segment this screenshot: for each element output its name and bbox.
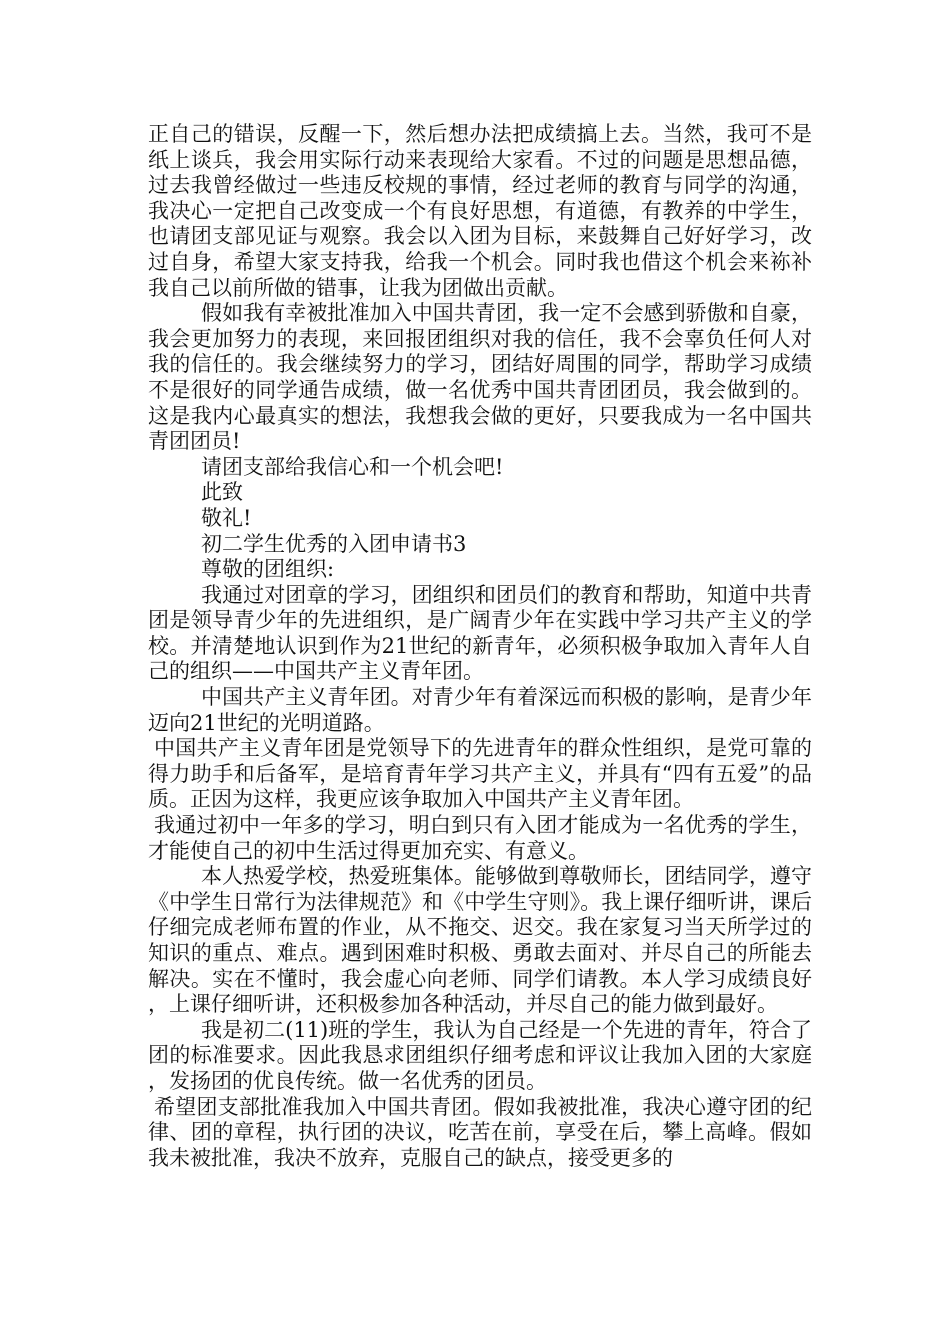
paragraph-10: 中国共产主义青年团是党领导下的先进青年的群众性组织，是党可靠的得力助手和后备军，是培育青年学习共产主义，并具有“四有五爱”的品质。正因为这样，我更应该争取加入中国共产主义青年团。 xyxy=(148,736,812,812)
closing-respect: 敬礼! xyxy=(201,505,252,530)
paragraph-2: 假如我有幸被批准加入中国共青团，我一定不会感到骄傲和自豪，我会更加努力的表现，来回报团组织对我的信任，我不会辜负任何人对我的信任的。我会继续努力的学习，团结好周围的同学，帮助学习成绩不是很好的同学通告成绩，做一名优秀中国共青团团员，我会做到的。这是我内心最真实的想法，我想我会做的更好，只要我成为一名中国共青团团员! xyxy=(148,301,812,454)
paragraph-11: 我通过初中一年多的学习，明白到只有入团才能成为一名优秀的学生，才能使自己的初中生活过得更加充实、有意义。 xyxy=(148,813,812,863)
paragraph-3: 请团支部给我信心和一个机会吧! xyxy=(201,454,504,479)
paragraph-13: 我是初二(11)班的学生，我认为自己经是一个先进的青年，符合了团的标准要求。因此我恳求团组织仔细考虑和评议让我加入团的大家庭，发扬团的优良传统。做一名优秀的团员。 xyxy=(148,1017,812,1093)
paragraph-12: 本人热爱学校，热爱班集体。能够做到尊敬师长，团结同学，遵守《中学生日常行为法律规范》和《中学生守则》。我上课仔细听讲，课后仔细完成老师布置的作业，从不拖交、迟交。我在家复习当天所学过的知识的重点、难点。遇到困难时积极、勇敢去面对、并尽自己的所能去解决。实在不懂时，我会虚心向老师、同学们请教。本人学习成绩良好，上课仔细听讲，还积极参加各种活动，并尽自己的能力做到最好。 xyxy=(148,864,812,1017)
section-title: 初二学生优秀的入团申请书3 xyxy=(201,531,467,556)
paragraph-1: 正自己的错误，反醒一下，然后想办法把成绩搞上去。当然，我可不是纸上谈兵，我会用实际行动来表现给大家看。不过的问题是思想品德，过去我曾经做过一些违反校规的事情，经过老师的教育与同学的沟通，我决心一定把自己改变成一个有良好思想，有道德，有教养的中学生，也请团支部见证与观察。我会以入团为目标，来鼓舞自己好好学习，改过自身，希望大家支持我，给我一个机会。同时我也借这个机会来袮补我自己以前所做的错事，让我为团做出贡献。 xyxy=(148,122,812,300)
paragraph-8: 我通过对团章的学习，团组织和团员们的教育和帮助，知道中共青团是领导青少年的先进组织，是广阔青少年在实践中学习共产主义的学校。并清楚地认识到作为21世纪的新青年，必须积极争取加入青年人自己的组织——中国共产主义青年团。 xyxy=(148,582,812,684)
greeting: 尊敬的团组织: xyxy=(201,557,335,582)
document-body xyxy=(148,122,812,1171)
paragraph-14: 希望团支部批准我加入中国共青团。假如我被批准，我决心遵守团的纪律、团的章程，执行团的决议，吃苦在前，享受在后，攀上高峰。假如我未被批准，我决不放弃，克服自己的缺点，接受更多的 xyxy=(148,1094,812,1170)
closing-salutation: 此致 xyxy=(201,480,243,505)
paragraph-9: 中国共产主义青年团。对青少年有着深远而积极的影响，是青少年迈向21世纪的光明道路。 xyxy=(148,685,812,735)
